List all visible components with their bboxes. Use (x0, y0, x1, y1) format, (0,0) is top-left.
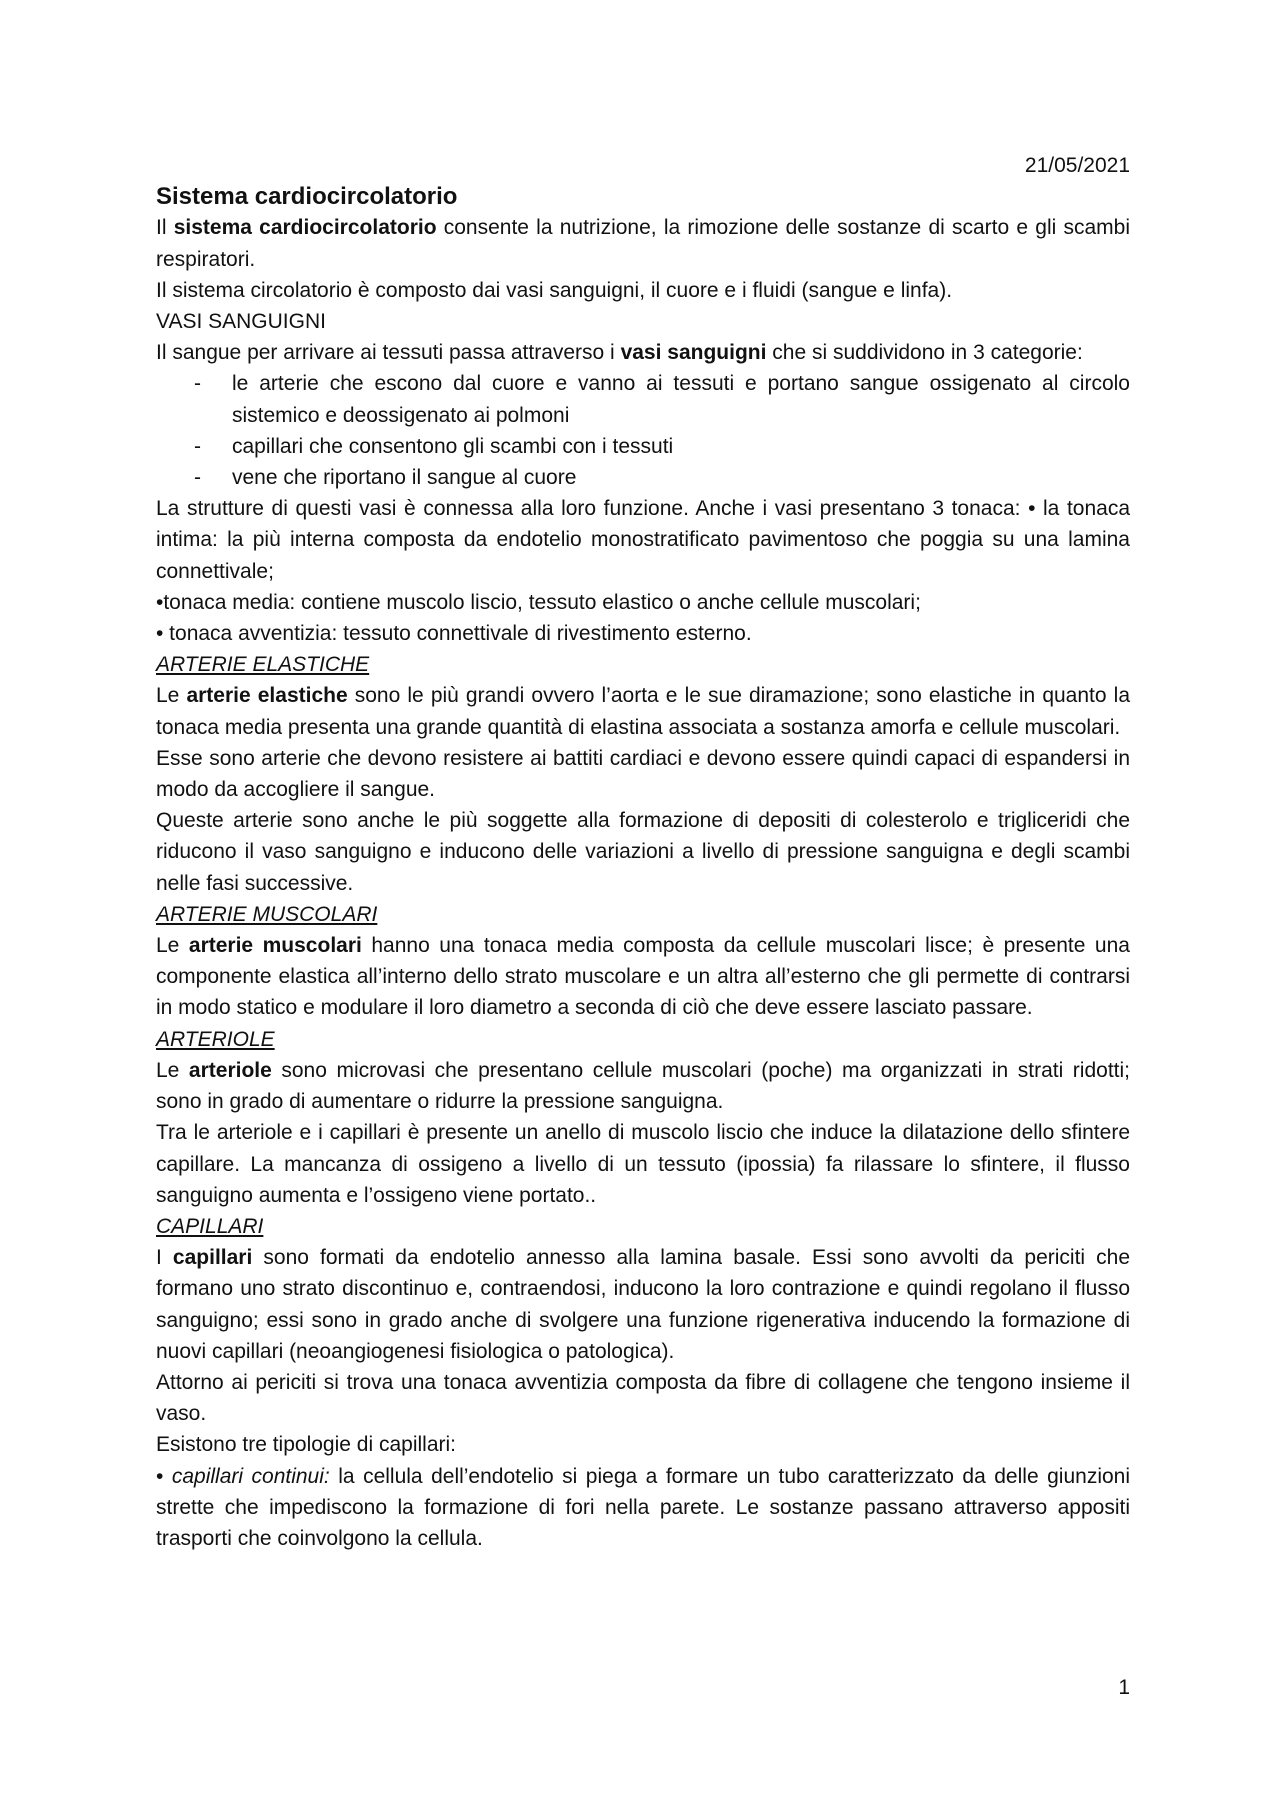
capillari-paragraph-1: I capillari sono formati da endotelio annesso alla lamina basale. Essi sono avvolti da periciti che formano uno strato discontinuo e, contraendosi, inducono la loro contrazione e quindi regolano il flusso sanguigno; essi sono in grado anche di svolgere una funzione rigenerativa inducendo la formazione di nuovi capillari (neoangiogenesi fisiologica o patologica). (156, 1246, 1131, 1363)
list-item: - capillari che consentono gli scambi con i tessuti (232, 431, 1130, 462)
bold-term: arterie elastiche (186, 684, 348, 708)
vasi-paragraph-3: •tonaca media: contiene muscolo liscio, tessuto elastico o anche cellule muscolari; (156, 590, 921, 614)
list-item: - le arterie che escono dal cuore e vanno ai tessuti e portano sangue ossigenato al circolo sistemico e deossigenato ai polmoni (232, 368, 1130, 430)
list-item: - vene che riportano il sangue al cuore (232, 462, 1130, 493)
bold-term: vasi sanguigni (620, 341, 767, 365)
section-heading-arteriole: ARTERIOLE (156, 1027, 275, 1051)
section-heading-arterie-muscolari: ARTERIE MUSCOLARI (156, 902, 378, 926)
vessel-category-list (156, 368, 1130, 493)
italic-term: capillari continui: (171, 1464, 330, 1488)
bold-term: sistema cardiocircolatorio (173, 216, 437, 240)
bold-term: arteriole (188, 1058, 272, 1082)
capillari-paragraph-3: Esistono tre tipologie di capillari: (156, 1433, 456, 1457)
vasi-paragraph-1: Il sangue per arrivare ai tessuti passa attraverso i vasi sanguigni che si suddividono in 3 categorie: (156, 341, 1083, 365)
intro-paragraph-1: Il sistema cardiocircolatorio consente la nutrizione, la rimozione delle sostanze di scarto e gli scambi respiratori. (156, 216, 1131, 271)
arteriole-paragraph-2: Tra le arteriole e i capillari è presente un anello di muscolo liscio che induce la dilatazione dello sfintere capillare. La mancanza di ossigeno a livello di un tessuto (ipossia) fa rilassare lo sfintere, il flusso sanguigno aumenta e l’ossigeno viene portato.. (156, 1121, 1130, 1207)
bold-term: arterie muscolari (188, 934, 362, 958)
arterie-muscolari-paragraph-1: Le arterie muscolari hanno una tonaca media composta da cellule muscolari lisce; è presente una componente elastica all’interno dello strato muscolare e un altra all’esterno che gli permette di contrarsi in modo statico e modulare il loro diametro a seconda di ciò che deve essere lasciato passare. (156, 934, 1130, 1020)
document-date: 21/05/2021 (1024, 154, 1130, 177)
bold-term: capillari (172, 1246, 253, 1270)
arterie-elastiche-paragraph-1: Le arterie elastiche sono le più grandi ovvero l’aorta e le sue diramazione; sono elastiche in quanto la tonaca media presenta una grande quantità di elastina associata a sostanza amorfa e cellule muscolari. (156, 684, 1130, 739)
intro-paragraph-2: Il sistema circolatorio è composto dai vasi sanguigni, il cuore e i fluidi (sangue e linfa). (156, 278, 953, 302)
capillari-paragraph-2: Attorno ai periciti si trova una tonaca avventizia composta da fibre di collagene che tengono insieme il vaso. (156, 1370, 1130, 1426)
arterie-elastiche-paragraph-3: Queste arterie sono anche le più soggette alla formazione di depositi di colesterolo e trigliceridi che riducono il vaso sanguigno e inducono delle variazioni a livello di pressione sanguigna e degli scambi nelle fasi successive. (156, 809, 1130, 895)
arterie-elastiche-paragraph-2: Esse sono arterie che devono resistere ai battiti cardiaci e devono essere quindi capaci di espandersi in modo da accogliere il sangue. (156, 746, 1130, 802)
arteriole-paragraph-1: Le arteriole sono microvasi che presentano cellule muscolari (poche) ma organizzati in strati ridotti; sono in grado di aumentare o ridurre la pressione sanguigna. (156, 1058, 1130, 1114)
section-heading-arterie-elastiche: ARTERIE ELASTICHE (156, 653, 370, 677)
vasi-paragraph-2: La strutture di questi vasi è connessa alla loro funzione. Anche i vasi presentano 3 tonaca: • la tonaca intima: la più interna composta da endotelio monostratificato pavimentoso che poggia su una lamina connettivale; (156, 497, 1130, 583)
section-heading-vasi: VASI SANGUIGNI (156, 310, 326, 334)
capillari-paragraph-4: • capillari continui: la cellula dell’endotelio si piega a formare un tubo caratterizzato da delle giunzioni strette che impediscono la formazione di fori nella parete. Le sostanze passano attraverso appositi trasporti che coinvolgono la cellula. (156, 1464, 1131, 1550)
page-number: 1 (1118, 1676, 1130, 1699)
document-page (156, 150, 1130, 1554)
vasi-paragraph-4: • tonaca avventizia: tessuto connettivale di rivestimento esterno. (156, 622, 752, 646)
section-heading-capillari: CAPILLARI (156, 1214, 264, 1238)
document-title: Sistema cardiocircolatorio (156, 183, 458, 211)
